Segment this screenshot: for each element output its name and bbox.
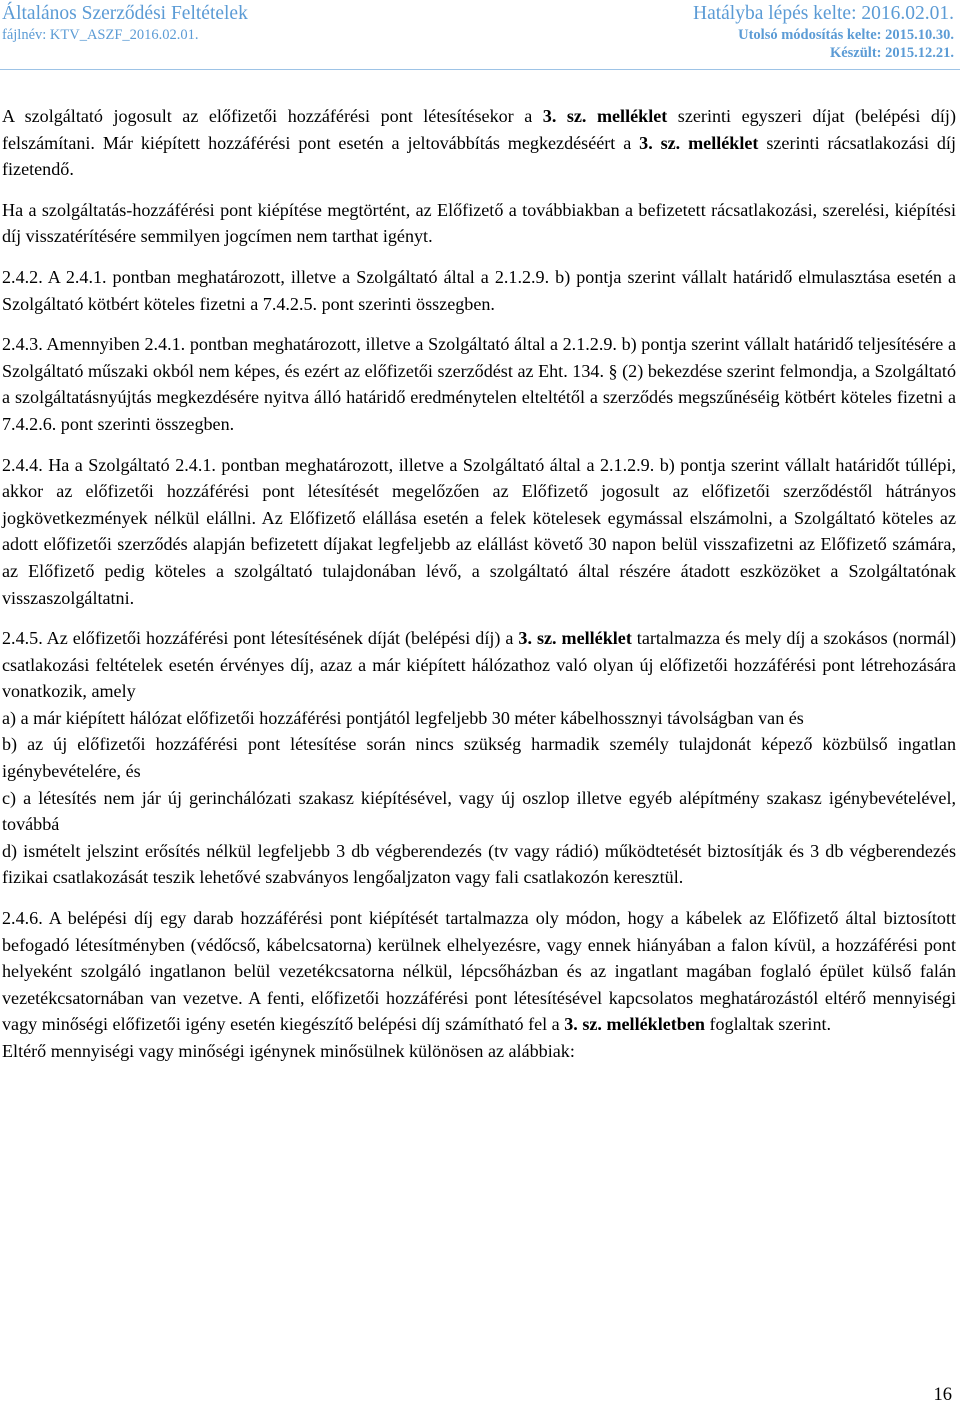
paragraph-2-4-6 (2, 905, 956, 1038)
paragraph-2-4-3: 2.4.3. Amennyiben 2.4.1. pontban meghatározott, illetve a Szolgáltató által a 2.1.2.9. b) pontja szerint vállalt határidő teljesítésére a Szolgáltató műszaki okból nem képes, és ezért az előfizetői szerződést az Eht. 134. § (2) bekezdése szerint felmondja, a Szolgáltató a szolgáltatásnyújtás megkezdésére nyitva álló határidő eredménytelen elteltétől a szerződés megszűnéséig kötbért köteles fizetni a 7.4.2.6. pont szerinti összegben. (2, 334, 956, 434)
created-date: Készült: 2015.12.21. (829, 45, 954, 61)
paragraph-2-4-4: 2.4.4. Ha a Szolgáltató 2.4.1. pontban meghatározott, illetve a Szolgáltató által a 2.1.2.9. b) pontja szerint vállalt határidőt túllépi, akkor az előfizetői hozzáférési pont létesítését megelőzően az Előfizető jogosult az előfizetői szerződéstől hátrányos jogkövetkezmények nélkül elállni. Az Előfizető elállása esetén a felek kötelesek egymással elszámolni, a Szolgáltató köteles az adott előfizetői szerződés alapján befizetett díjakat legfeljebb az elállást követő 30 napon belül visszafizetni az Előfizető számára, az Előfizető pedig köteles a szolgáltató tulajdonában lévő, a szolgáltató által részére átadott eszközöket a Szolgáltatónak visszaszolgáltatni. (2, 454, 956, 608)
text: foglaltak szerint. (704, 1014, 832, 1035)
header-left (2, 2, 248, 44)
list-item-b: b) az új előfizetői hozzáférési pont létesítése során nincs szükség harmadik személy tulajdonát képező közbülső ingatlan igénybevételére, és (2, 734, 956, 782)
paragraph-entry-fee (2, 103, 956, 183)
text: A szolgáltató jogosult az előfizetői hozzáférési pont létesítésekor a (2, 106, 543, 126)
bold-ref: 3. sz. melléklet (518, 628, 632, 649)
header-divider (0, 69, 960, 70)
document-title: Általános Szerződési Feltételek (2, 3, 248, 24)
list-item-a: a) a már kiépített hálózat előfizetői hozzáférési pontjától legfeljebb 30 méter kábelhossznyi távolságban van és (2, 707, 804, 728)
paragraph-no-refund: Ha a szolgáltatás-hozzáférési pont kiépítése megtörtént, az Előfizető a továbbiakban a befizetett rácsatlakozási, szerelési, kiépítési díj visszatérítésére semmilyen jogcímen nem tarthat igényt. (2, 199, 956, 247)
effective-date: Hatályba lépés kelte: 2016.02.01. (692, 3, 954, 24)
header-right (693, 2, 954, 62)
bold-ref: 3. sz. mellékletben (564, 1014, 705, 1035)
modified-date: Utolsó módosítás kelte: 2015.10.30. (738, 27, 954, 43)
bold-ref: 3. sz. melléklet (542, 106, 668, 126)
file-name: fájlnév: KTV_ASZF_2016.02.01. (2, 27, 199, 43)
text: szerinti egyszeri díjat (belépési díj) felszámítani. Már kiépített hozzáférési pont esetén a jeltovábbítás megkezdéséért a (2, 106, 956, 153)
text: tartalmazza és mely díj a szokásos (normál) csatlakozási feltételek esetén érvényes díj, azaz a már kiépített hálózathoz való olyan új előfizetői hozzáférési pont létrehozására vonatkozik, amely (2, 628, 956, 702)
page-number: 16 (933, 1385, 952, 1405)
paragraph-2-4-5 (2, 625, 956, 705)
text: szerinti rácsatlakozási díj fizetendő. (2, 132, 956, 180)
paragraph-2-4-2: 2.4.2. A 2.4.1. pontban meghatározott, illetve a Szolgáltató által a 2.1.2.9. b) pontja szerint vállalt határidő elmulasztása esetén a Szolgáltató kötbért köteles fizetni a 7.4.2.5. pont szerinti összegben. (2, 266, 956, 314)
bold-ref: 3. sz. melléklet (639, 132, 759, 153)
list-item-d: d) ismételt jelszint erősítés nélkül legfeljebb 3 db végberendezés (tv vagy rádió) működtetését biztosítják és 3 db végberendezés fizikai csatlakozását teszik lehetővé szabványos lengőaljzaton vagy fali csatlakozón keresztül. (2, 840, 956, 888)
text: 2.4.6. A belépési díj egy darab hozzáférési pont kiépítését tartalmazza oly módon, hogy a kábelek az Előfizető által biztosított befogadó létesítményben (védőcső, kábelcsatorna) kerülnek elhelyezésre, vagy ennek hiányában a falon kívül, a hozzáférési pont helyeként szolgáló ingatlanon belül vezetékcsatorna nélkül, lépcsőházban és az ingatlant magában foglaló épület külső falán vezetékcsatornában van vezetve. A fenti, előfizetői hozzáférési pont létesítésével kapcsolatos meghatározástól eltérő mennyiségi vagy minőségi előfizetői igény esetén kiegészítő belépési díj számítható fel a (2, 908, 956, 1035)
list-item-c: c) a létesítés nem jár új gerinchálózati szakasz kiépítésével, vagy új oszlop illetve egyéb alépítmény szakasz igénybevételével, továbbá (2, 787, 956, 835)
page-header (0, 0, 960, 70)
text: 2.4.5. Az előfizetői hozzáférési pont létesítésének díját (belépési díj) a (2, 628, 519, 649)
paragraph-exceptions-intro: Eltérő mennyiségi vagy minőségi igénynek minősülnek különösen az alábbiak: (2, 1041, 575, 1061)
document-body (2, 103, 956, 1065)
